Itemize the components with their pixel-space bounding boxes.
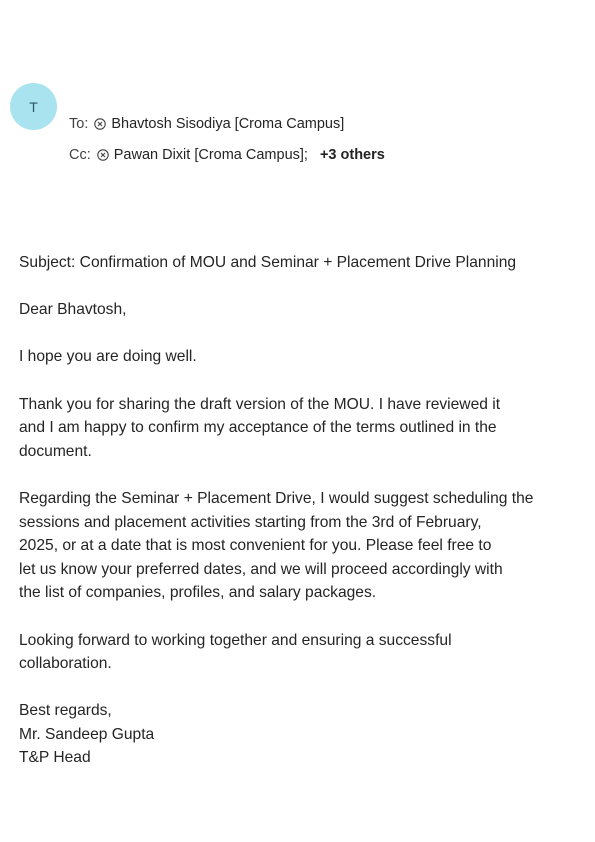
remove-recipient-icon[interactable] [94, 118, 106, 130]
paragraph-line: sessions and placement activities starting from the 3rd of February, [19, 513, 482, 531]
signature-block [19, 699, 589, 770]
email-body [19, 251, 589, 770]
subject-line: Subject: Confirmation of MOU and Seminar + Placement Drive Planning [19, 254, 517, 271]
paragraph-1: I hope you are doing well. [19, 348, 197, 366]
paragraph-line: Looking forward to working together and ensuring a successful [19, 631, 452, 649]
more-recipients-button[interactable]: +3 others [319, 147, 385, 163]
to-label: To: [69, 116, 89, 132]
sender-avatar[interactable] [10, 83, 57, 130]
cc-label: Cc: [69, 147, 91, 163]
paragraph-line: Thank you for sharing the draft version of the MOU. I have reviewed it [19, 395, 501, 413]
paragraph-line: collaboration. [19, 655, 112, 673]
cc-recipient-chip[interactable]: Pawan Dixit [Croma Campus]; [113, 147, 308, 163]
paragraph-line: let us know your preferred dates, and we will proceed accordingly with [19, 560, 503, 578]
paragraph-3 [19, 487, 589, 605]
paragraph-line: and I am happy to confirm my acceptance of the terms outlined in the [19, 419, 497, 437]
avatar-initial: T [29, 98, 38, 115]
to-row [69, 116, 344, 132]
paragraph-line: document. [19, 442, 92, 460]
cc-row [69, 147, 385, 163]
signature-name: Mr. Sandeep Gupta [19, 725, 155, 743]
paragraph-line: Regarding the Seminar + Placement Drive, I would suggest scheduling the [19, 489, 534, 507]
paragraph-line: the list of companies, profiles, and salary packages. [19, 584, 377, 602]
paragraph-line: 2025, or at a date that is most convenient for you. Please feel free to [19, 537, 492, 555]
paragraph-2 [19, 393, 589, 464]
signoff: Best regards, [19, 702, 112, 720]
to-recipient-chip[interactable]: Bhavtosh Sisodiya [Croma Campus] [111, 116, 345, 132]
paragraph-4 [19, 629, 589, 676]
signature-title: T&P Head [19, 749, 91, 767]
remove-recipient-icon[interactable] [97, 149, 109, 161]
greeting: Dear Bhavtosh, [19, 301, 127, 319]
